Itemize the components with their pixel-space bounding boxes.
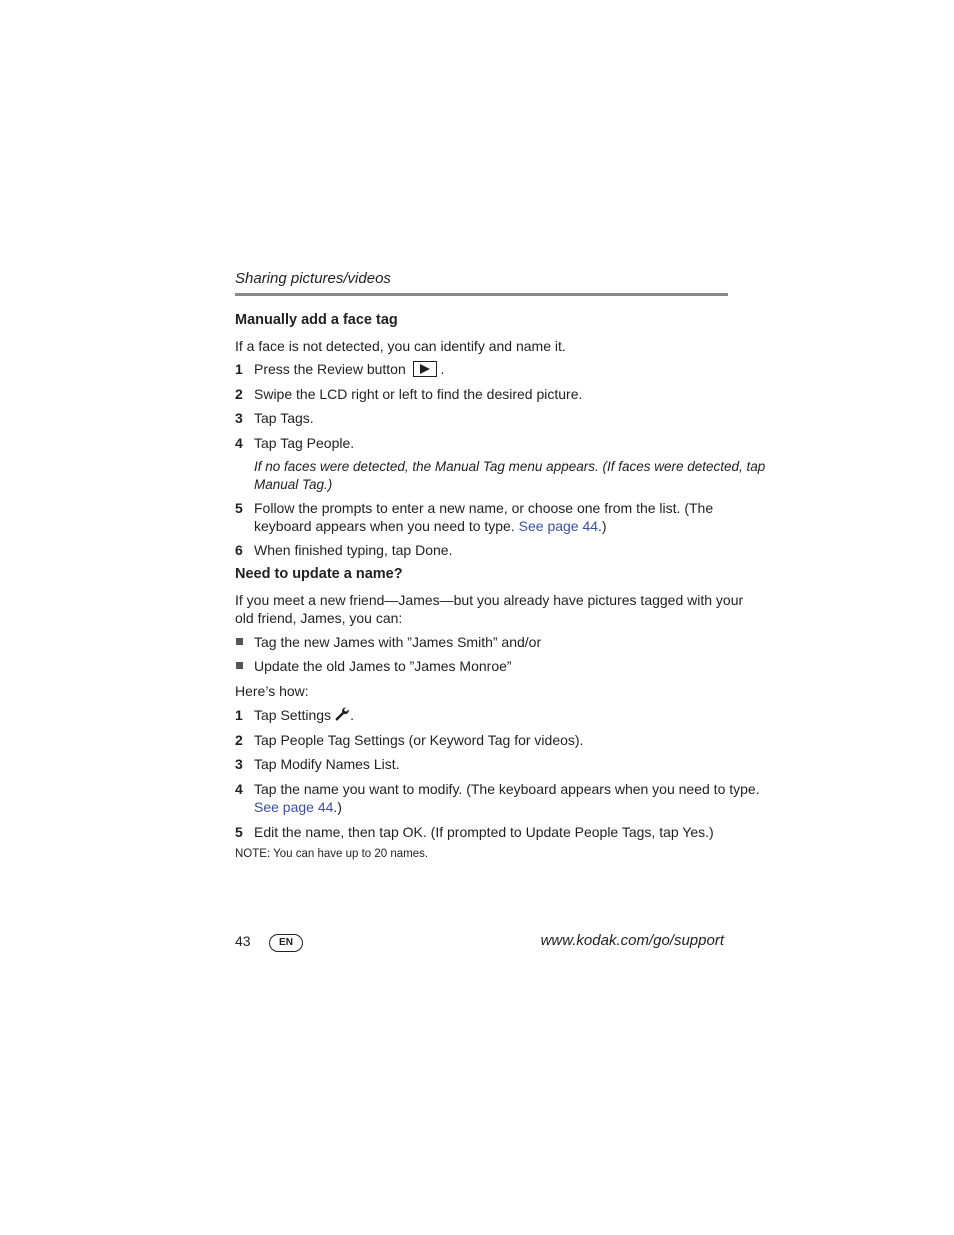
review-button-icon [413,361,437,377]
intro-paragraph: If a face is not detected, you can identify and name it. [235,338,566,354]
step-text: Edit the name, then tap OK. (If prompted to Update People Tags, tap Yes.) [254,824,714,840]
step-note-line2: Manual Tag.) [254,477,333,492]
bullet-text: Tag the new James with ”James Smith” and/or [254,634,542,650]
step-text: Tap Modify Names List. [254,756,400,772]
note-text: NOTE: You can have up to 20 names. [235,848,429,860]
bullet-text: Update the old James to ”James Monroe” [254,658,512,674]
step-text-line2 [254,517,607,535]
see-page-44-link[interactable]: See page 44 [518,518,599,534]
step-number: 5 [235,500,243,516]
step-text: Tap Tag People. [254,435,355,451]
step-text [254,360,444,378]
settings-wrench-icon [334,706,350,726]
step-text-label: Press the Review button [254,361,406,377]
step-text-line1: Tap the name you want to modify. (The keyboard appears when you need to type. [254,781,760,797]
heading-need-to-update-name: Need to update a name? [235,566,403,582]
step-number: 3 [235,410,243,426]
heres-how: Here’s how: [235,683,309,699]
step-text-post: .) [598,518,607,534]
bullet-marker [236,638,243,645]
see-page-44-link[interactable]: See page 44 [254,799,334,815]
step-text-label: Tap Settings [254,707,332,723]
step-text [254,706,354,726]
section-header-title: Sharing pictures/videos [235,270,391,287]
step-number: 2 [235,386,243,402]
step-number: 2 [235,732,243,748]
step-text-post: .) [333,799,342,815]
step-text-pre: keyboard appears when you need to type. [254,518,519,534]
step-number: 3 [235,756,243,772]
step-text: When finished typing, tap Done. [254,542,453,558]
page-number: 43 [235,933,251,949]
step-note-line1: If no faces were detected, the Manual Tag menu appears. (If faces were detected, tap [254,459,766,474]
step-number: 1 [235,707,243,723]
step-suffix: . [440,361,445,377]
step-text-line1: Follow the prompts to enter a new name, or choose one from the list. (The [254,500,714,516]
header-divider [235,293,728,296]
step-text: Tap Tags. [254,410,314,426]
intro-line1: If you meet a new friend—James—but you already have pictures tagged with your [235,592,744,608]
heading-manually-add-face-tag: Manually add a face tag [235,312,398,328]
step-number: 4 [235,435,243,451]
step-number: 5 [235,824,243,840]
support-url[interactable]: www.kodak.com/go/support [540,932,724,949]
intro-line2: old friend, James, you can: [235,610,403,626]
step-number: 4 [235,781,243,797]
step-text-line2 [254,798,342,816]
step-text: Swipe the LCD right or left to find the desired picture. [254,386,583,402]
bullet-marker [236,662,243,669]
step-suffix: . [350,707,354,723]
language-badge: EN [269,934,303,952]
step-number: 1 [235,361,243,377]
step-number: 6 [235,542,243,558]
step-text: Tap People Tag Settings (or Keyword Tag for videos). [254,732,584,748]
